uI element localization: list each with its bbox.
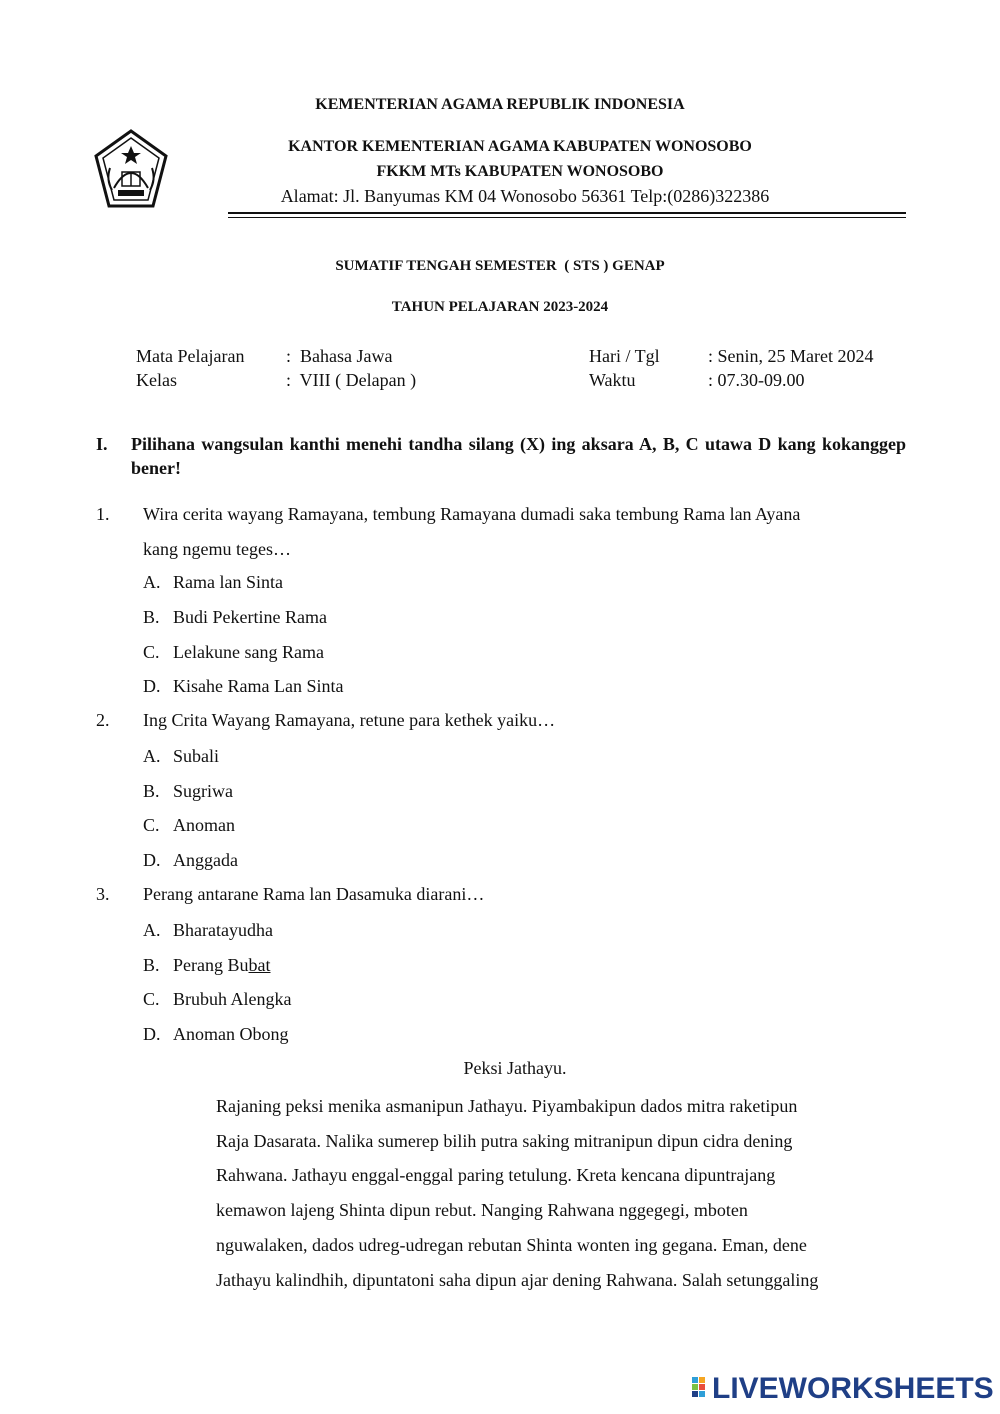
passage-line: kemawon lajeng Shinta dipun rebut. Nanging Rahwana nggegegi, mboten: [216, 1200, 748, 1221]
header-divider: [228, 212, 906, 214]
question-number: 2.: [96, 710, 110, 730]
ministry-emblem-icon: [92, 128, 170, 212]
question-number: 1.: [96, 504, 110, 524]
class-value: : VIII ( Delapan ): [286, 370, 417, 390]
fkkm-title: FKKM MTs KABUPATEN WONOSOBO: [376, 163, 664, 180]
subject-label: Mata Pelajaran: [136, 346, 245, 366]
question-text: Perang antarane Rama lan Dasamuka diarani…: [143, 884, 485, 904]
option-letter: C.: [143, 989, 160, 1009]
day-label: Hari / Tgl: [589, 346, 660, 366]
option-text-underlined: bat: [248, 955, 271, 975]
passage-line: Rahwana. Jathayu enggal-enggal paring tetulung. Kreta kencana dipuntrajang: [216, 1165, 776, 1186]
question-text: [143, 497, 903, 566]
option-letter: B.: [143, 781, 160, 801]
option-letter: C.: [143, 642, 160, 662]
question-text-line: Wira cerita wayang Ramayana, tembung Ramayana dumadi saka tembung Rama lan Ayana: [143, 504, 801, 524]
ministry-title: KEMENTERIAN AGAMA REPUBLIK INDONESIA: [315, 96, 685, 113]
option-text: Rama lan Sinta: [173, 572, 283, 592]
subject-value: : Bahasa Jawa: [286, 346, 393, 366]
liveworksheets-watermark[interactable]: [692, 1372, 994, 1406]
class-label: Kelas: [136, 370, 177, 390]
question-text-line: kang ngemu teges…: [143, 538, 291, 559]
time-value: : 07.30-09.00: [708, 370, 805, 390]
section-number: I.: [96, 434, 108, 454]
option-letter: D.: [143, 1024, 161, 1044]
option-text-part: Perang Bu: [173, 955, 249, 975]
option-text: Brubuh Alengka: [173, 989, 292, 1009]
exam-title: SUMATIF TENGAH SEMESTER ( STS ) GENAP: [335, 258, 665, 274]
passage-line: Jathayu kalindhih, dipuntatoni saha dipun ajar dening Rahwana. Salah setunggaling: [216, 1269, 819, 1290]
option-letter: A.: [143, 920, 161, 940]
option-letter: D.: [143, 676, 161, 696]
watermark-text: LIVEWORKSHEETS: [712, 1372, 994, 1405]
option-letter: B.: [143, 955, 160, 975]
passage-line: Rajaning peksi menika asmanipun Jathayu. Piyambakipun dados mitra raketipun: [216, 1096, 798, 1116]
option-letter: A.: [143, 572, 161, 592]
option-text: Bharatayudha: [173, 920, 273, 940]
passage-title: Peksi Jathayu.: [463, 1058, 567, 1078]
section-instruction: [96, 432, 906, 480]
time-label: Waktu: [589, 370, 636, 390]
option-text: Lelakune sang Rama: [173, 642, 324, 662]
option-text: Subali: [173, 746, 220, 766]
day-value: : Senin, 25 Maret 2024: [708, 346, 874, 366]
option-letter: B.: [143, 607, 160, 627]
question-text: Ing Crita Wayang Ramayana, retune para kethek yaiku…: [143, 710, 556, 730]
option-letter: D.: [143, 850, 161, 870]
option-letter: A.: [143, 746, 161, 766]
question-number: 3.: [96, 884, 110, 904]
option-text: Budi Pekertine Rama: [173, 607, 327, 627]
passage-line: Raja Dasarata. Nalika sumerep bilih putra saking mitranipun dipun cidra dening: [216, 1130, 793, 1151]
header-divider-thin: [228, 217, 906, 218]
address: Alamat: Jl. Banyumas KM 04 Wonosobo 56361 Telp:(0286)322386: [280, 186, 770, 206]
option-text: Kisahe Rama Lan Sinta: [173, 676, 344, 696]
liveworksheets-logo-icon: [692, 1377, 712, 1401]
office-title: KANTOR KEMENTERIAN AGAMA KABUPATEN WONOSOBO: [288, 138, 752, 155]
option-text: Sugriwa: [173, 781, 233, 801]
instruction-text: Pilihana wangsulan kanthi menehi tandha silang (X) ing aksara A, B, C utawa D kang kokanggep bener!: [131, 434, 906, 478]
option-letter: C.: [143, 815, 160, 835]
academic-year: TAHUN PELAJARAN 2023-2024: [391, 299, 609, 315]
option-text: Anoman Obong: [173, 1024, 289, 1044]
passage-line: nguwalaken, dados udreg-udregan rebutan Shinta wonten ing gegana. Eman, dene: [216, 1234, 807, 1255]
passage-body: [216, 1089, 906, 1297]
option-text: [173, 955, 271, 976]
option-text: Anoman: [173, 815, 235, 835]
option-text: Anggada: [173, 850, 238, 870]
